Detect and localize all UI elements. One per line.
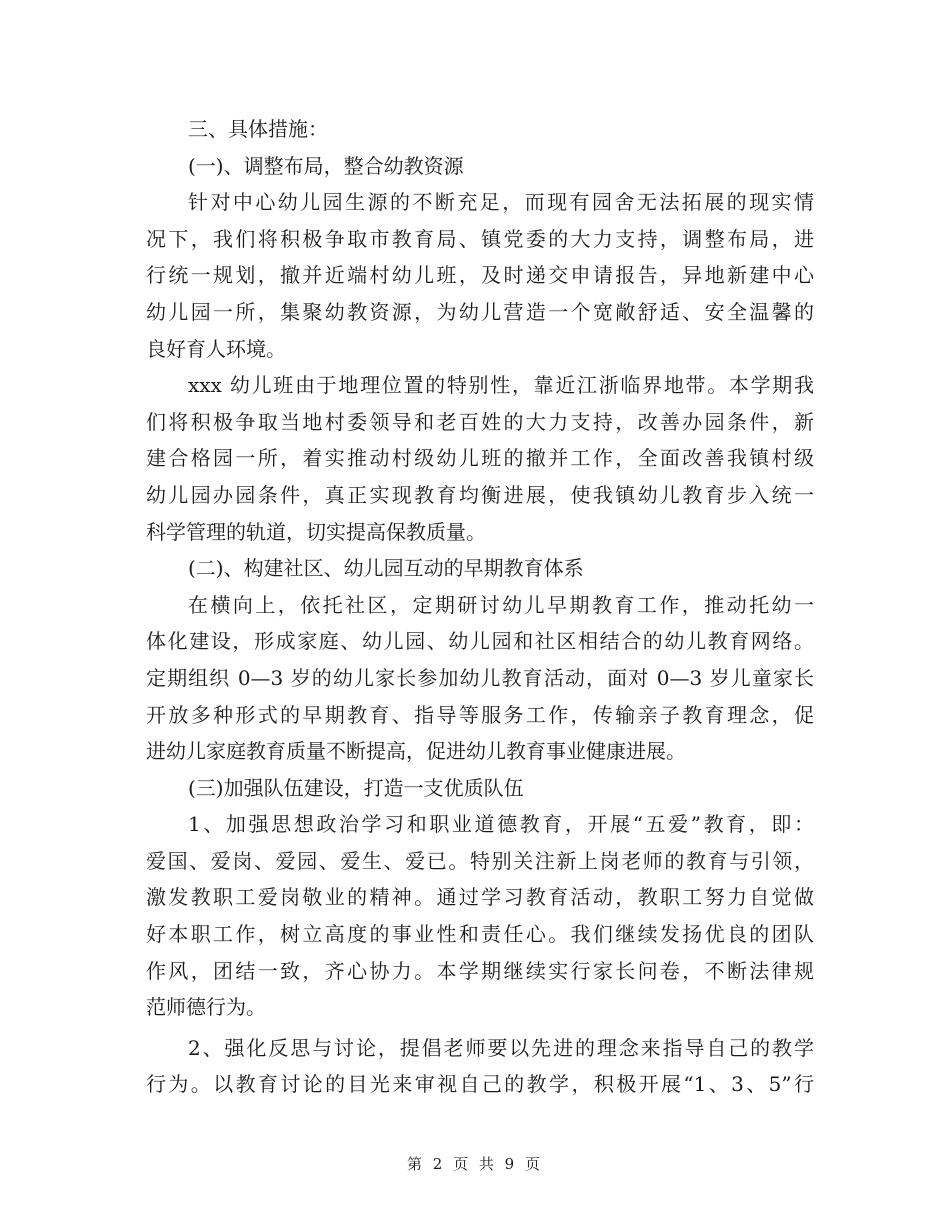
text-line: 作风，团结一致，齐心协力。本学期继续实行家长问卷，不断法律规 <box>146 958 814 983</box>
text-line: 体化建设，形成家庭、幼儿园、幼儿园和社区相结合的幼儿教育网络。 <box>146 629 814 654</box>
text-line: 良好育人环境。 <box>146 336 286 361</box>
page-number-footer: 第 2 页 共 9 页 <box>407 1155 543 1173</box>
text-line: 爱国、爱岗、爱园、爱生、爱已。特别关注新上岗老师的教育与引领， <box>146 848 814 873</box>
text-line: 幼儿园办园条件，真正实现教育均衡进展，使我镇幼儿教育步入统一 <box>146 482 814 507</box>
text-line: 行统一规划，撤并近端村幼儿班，及时递交申请报告，异地新建中心 <box>146 263 814 288</box>
text-line: 建合格园一所，着实推动村级幼儿班的撤并工作，全面改善我镇村级 <box>146 446 814 471</box>
text-line: 们将积极争取当地村委领导和老百姓的大力支持，改善办园条件，新 <box>146 409 814 434</box>
text-line: 激发教职工爱岗敬业的精神。通过学习教育活动，教职工努力自觉做 <box>146 885 814 910</box>
text-line: 2、强化反思与讨论，提倡老师要以先进的理念来指导自己的教学 <box>188 1035 814 1060</box>
text-line: 况下，我们将积极争取市教育局、镇党委的大力支持，调整布局，进 <box>146 226 814 251</box>
text-line: 定期组织 0—3 岁的幼儿家长参加幼儿教育活动，面对 0—3 岁儿童家长 <box>146 665 814 690</box>
text-line: (三)加强队伍建设，打造一支优质队伍 <box>188 775 524 800</box>
text-line: 幼儿园一所，集聚幼教资源，为幼儿营造一个宽敞舒适、安全温馨的 <box>146 299 814 324</box>
text-line: xxx 幼儿班由于地理位置的特别性，靠近江浙临界地带。本学期我 <box>188 373 814 398</box>
text-line: 科学管理的轨道，切实提高保教质量。 <box>146 519 486 544</box>
text-line: 行为。以教育讨论的目光来审视自己的教学，积极开展“1、3、5”行 <box>146 1072 814 1097</box>
text-line: 范师德行为。 <box>146 995 266 1020</box>
text-line: 在横向上，依托社区，定期研讨幼儿早期教育工作，推动托幼一 <box>188 592 814 617</box>
text-line: 1、加强思想政治学习和职业道德教育，开展“五爱”教育，即： <box>188 812 814 837</box>
text-line: 开放多种形式的早期教育、指导等服务工作，传输亲子教育理念，促 <box>146 702 814 727</box>
text-line: 针对中心幼儿园生源的不断充足，而现有园舍无法拓展的现实情 <box>188 190 814 215</box>
text-line: 三、具体措施： <box>188 117 328 141</box>
text-line: 好本职工作，树立高度的事业性和责任心。我们继续发扬优良的团队 <box>146 922 814 947</box>
text-line: 进幼儿家庭教育质量不断提高，促进幼儿教育事业健康进展。 <box>146 739 686 764</box>
text-line: (一)、调整布局，整合幼教资源 <box>188 153 464 178</box>
document-body <box>146 111 814 1103</box>
text-line: (二)、构建社区、幼儿园互动的早期教育体系 <box>188 556 584 581</box>
